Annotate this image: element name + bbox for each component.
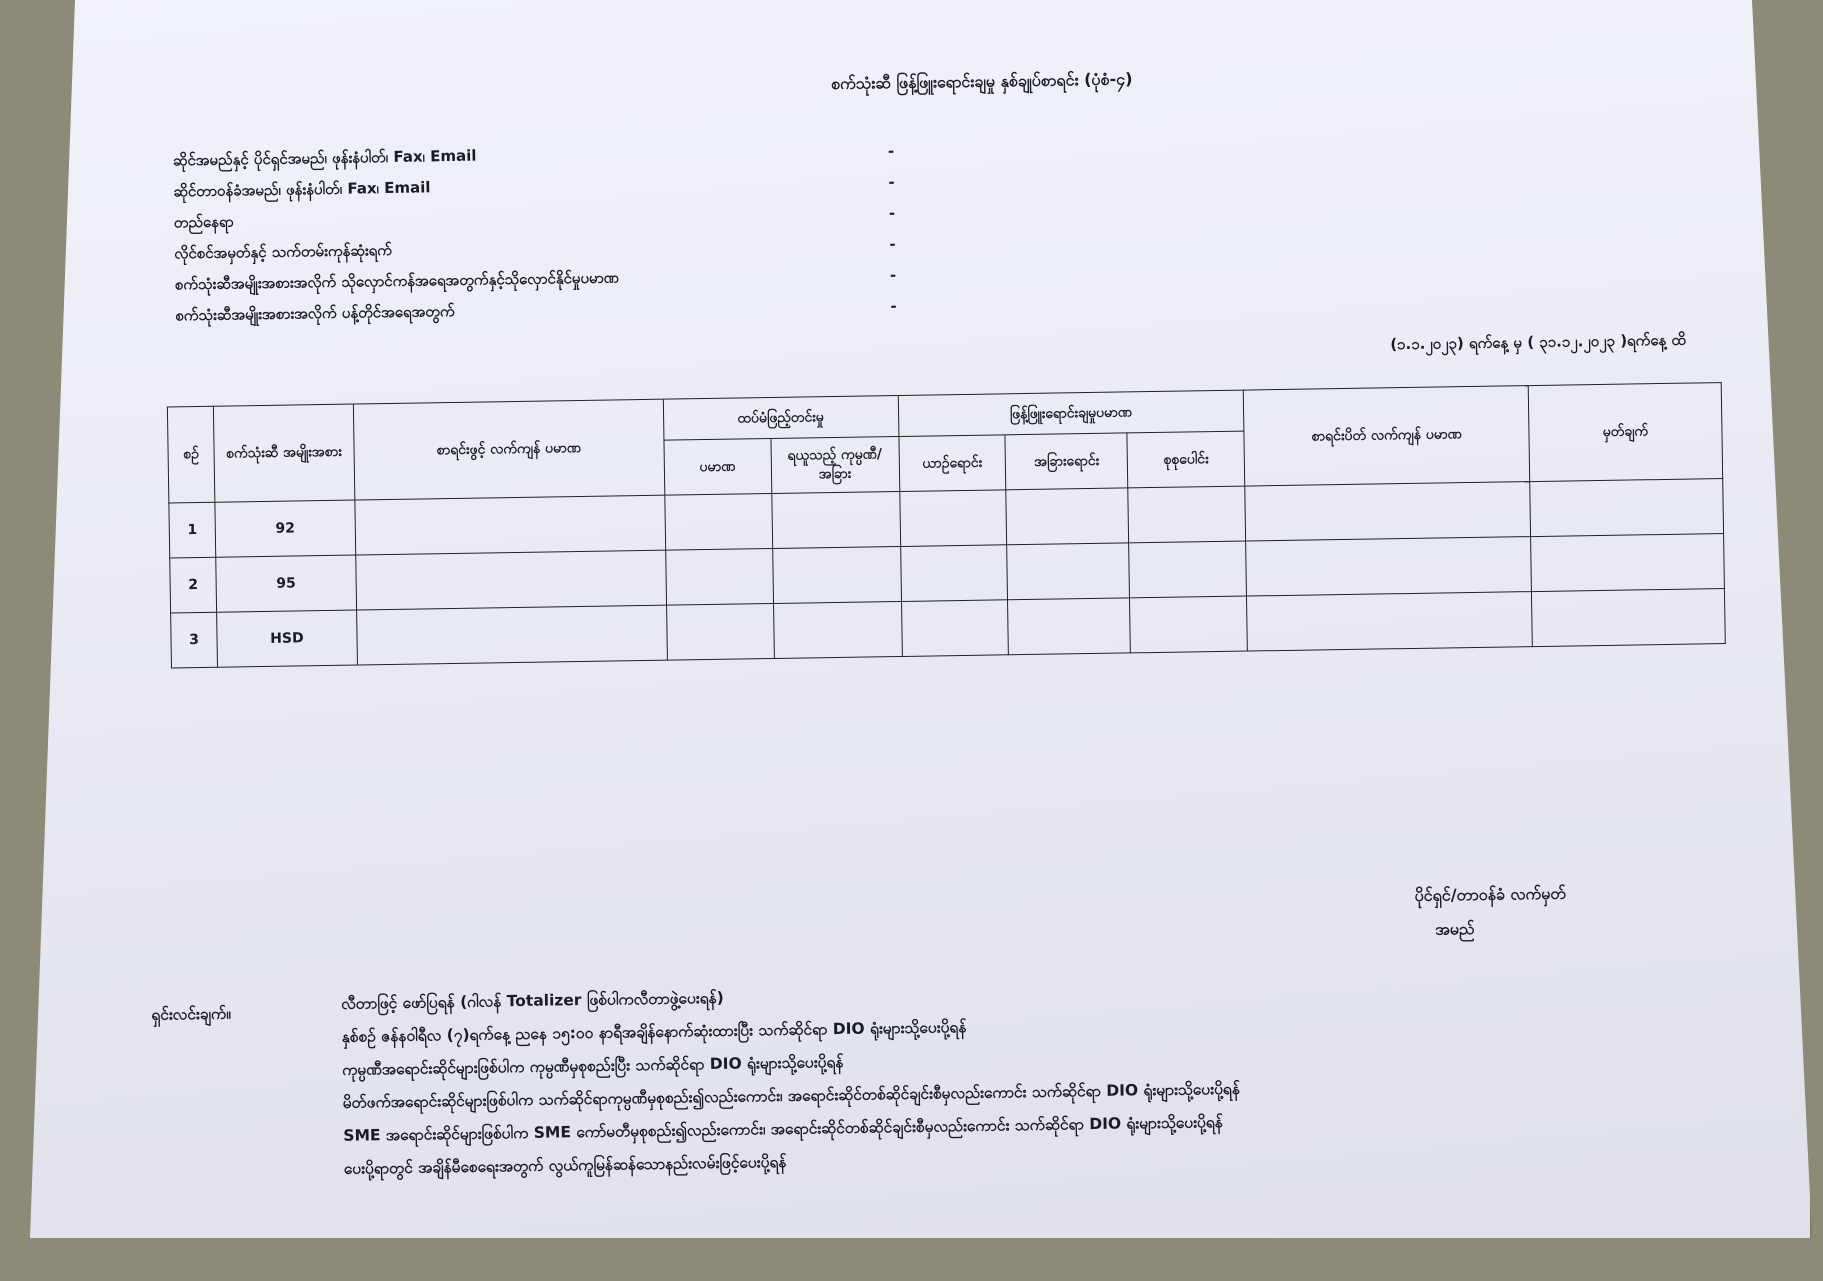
date-range: (၁.၁.၂၀၂၃) ရက်နေ့ မှ ( ၃၁.၁၂.၂၀၂၃ )ရက်နေ့ ထိ — [1390, 330, 1687, 354]
info-value: - — [887, 141, 895, 160]
note-item: လီတာဖြင့် ဖော်ပြရန် (ဂါလန် Totalizer ဖြစ်ပါကလီတာဖွဲ့ပေးရန်) — [341, 988, 724, 1013]
note-item: နှစ်စဉ် ဇန်နဝါရီလ (၇)ရက်နေ့ ညနေ ၁၅:၀၀ နာရီအချိန်နောက်ဆုံးထားပြီး သက်ဆိုင်ရာ DIO ရုံးများသို့ပေးပို့ရန် — [341, 1018, 967, 1046]
document-title: စက်သုံးဆီ ဖြန့်ဖြူးရောင်းချမှု နှစ်ချုပ်စာရင်း (ပုံစံ-၄) — [831, 69, 1133, 94]
cell-received-from — [772, 546, 901, 603]
signature-name-label: အမည် — [1435, 919, 1475, 939]
header-remarks: မှတ်ချက် — [1528, 383, 1722, 482]
info-value: - — [890, 296, 897, 315]
note-item: SME အရောင်းဆိုင်များဖြစ်ပါက SME ကော်မတီမှစုစည်း၍လည်းကောင်း၊ အရောင်းဆိုင်တစ်ဆိုင်ချင်းစီမှလည်းကောင်း သက်ဆိုင်ရာ DIO ရုံးများသို့ပေးပို့ရန် — [343, 1112, 1223, 1145]
cell-received-qty — [666, 603, 774, 660]
cell-opening-balance — [356, 550, 667, 610]
cell-closing-balance — [1246, 537, 1532, 596]
row-no: 2 — [170, 557, 217, 613]
cell-other-sales — [1008, 598, 1131, 655]
info-label: စက်သုံးဆီအမျိုးအစားအလိုက် ပန့်တိုင်အရေအတွက် — [175, 301, 455, 324]
header-received-from: ရယူသည့် ကုမ္ပဏီ/ အခြား — [771, 437, 900, 494]
cell-received-from — [773, 601, 902, 658]
header-received-group: ထပ်မံဖြည့်တင်းမှု — [663, 396, 898, 441]
info-value: - — [889, 265, 897, 284]
row-fuel-type: 92 — [215, 500, 356, 557]
row-fuel-type: HSD — [217, 610, 358, 667]
row-no: 3 — [171, 612, 218, 668]
header-closing-balance: စာရင်းပိတ် လက်ကျန် ပမာဏ — [1244, 386, 1530, 486]
header-received-qty: ပမာဏ — [664, 439, 772, 496]
header-no: စဉ် — [167, 406, 214, 503]
header-total: စုစုပေါင်း — [1127, 431, 1245, 488]
cell-other-sales — [1007, 543, 1130, 600]
notes-list — [341, 974, 1594, 1192]
header-fuel-type: စက်သုံးဆီ အမျိုးအစား — [213, 404, 354, 502]
cell-other-sales — [1006, 488, 1129, 545]
header-sales-group: ဖြန့်ဖြူးရောင်းချမှုပမာဏ — [898, 390, 1244, 436]
info-value: - — [888, 172, 895, 191]
cell-opening-balance — [356, 605, 667, 665]
info-value: - — [888, 203, 896, 222]
header-opening-balance: စာရင်းဖွင့် လက်ကျန် ပမာဏ — [353, 399, 664, 500]
info-value: - — [889, 234, 896, 253]
cell-received-from — [771, 491, 900, 548]
cell-closing-balance — [1247, 592, 1533, 651]
signature-block — [1415, 883, 1567, 953]
cell-retail — [901, 600, 1009, 657]
info-label: တည်နေရာ — [173, 211, 234, 231]
cell-received-qty — [664, 494, 772, 551]
signature-label: ပိုင်ရှင်/တာဝန်ခံ လက်မှတ် — [1414, 883, 1567, 905]
info-label: စက်သုံးဆီအမျိုးအစားအလိုက် သိုလှောင်ကန်အရေအတွက်နှင့်သိုလှောင်နိုင်မှုပမာဏ — [174, 267, 620, 293]
cell-total — [1130, 596, 1248, 653]
cell-closing-balance — [1245, 482, 1531, 541]
info-label: ဆိုင်အမည်နှင့် ပိုင်ရှင်အမည်၊ ဖုန်းနံပါတ်၊ Fax၊ Email — [172, 146, 477, 169]
row-fuel-type: 95 — [216, 555, 357, 612]
cell-retail — [900, 545, 1008, 602]
header-retail: ယာဉ်ရောင်း — [898, 435, 1006, 492]
cell-total — [1128, 486, 1246, 543]
cell-retail — [899, 490, 1007, 547]
cell-opening-balance — [355, 495, 666, 555]
info-label: လိုင်စင်အမှတ်နှင့် သက်တမ်းကုန်ဆုံးရက် — [174, 240, 393, 262]
row-no: 1 — [169, 502, 216, 558]
note-item: မိတ်ဖက်အရောင်းဆိုင်များဖြစ်ပါက သက်ဆိုင်ရာကုမ္ပဏီမှစုစည်း၍လည်းကောင်း၊ အရောင်းဆိုင်တစ်ဆိုင်ချင်းစီမှလည်းကောင်း သက်ဆိုင်ရာ DIO ရုံးများသို့ပေးပို့ရန် — [342, 1079, 1241, 1112]
note-item: ပေးပို့ရာတွင် အချိန်မီစေရေးအတွက် လွယ်ကူမြန်ဆန်သောနည်းလမ်းဖြင့်ပေးပို့ရန် — [343, 1152, 787, 1178]
cell-total — [1129, 541, 1247, 598]
header-other-sales: အခြားရောင်း — [1005, 433, 1128, 490]
cell-received-qty — [665, 549, 773, 606]
cell-remarks — [1531, 534, 1725, 592]
cell-remarks — [1532, 589, 1726, 647]
info-label: ဆိုင်တာဝန်ခံအမည်၊ ဖုန်းနံပါတ်၊ Fax၊ Email — [173, 177, 431, 200]
notes-label: ရှင်းလင်းချက်။ — [151, 1004, 232, 1024]
cell-remarks — [1530, 479, 1724, 537]
shop-info-section — [173, 135, 911, 333]
note-item: ကုမ္ပဏီအရောင်းဆိုင်များဖြစ်ပါက ကုမ္ပဏီမှစုစည်းပြီး သက်ဆိုင်ရာ DIO ရုံးများသို့ပေးပို့ရန် — [342, 1052, 844, 1079]
fuel-sales-table — [167, 382, 1726, 668]
